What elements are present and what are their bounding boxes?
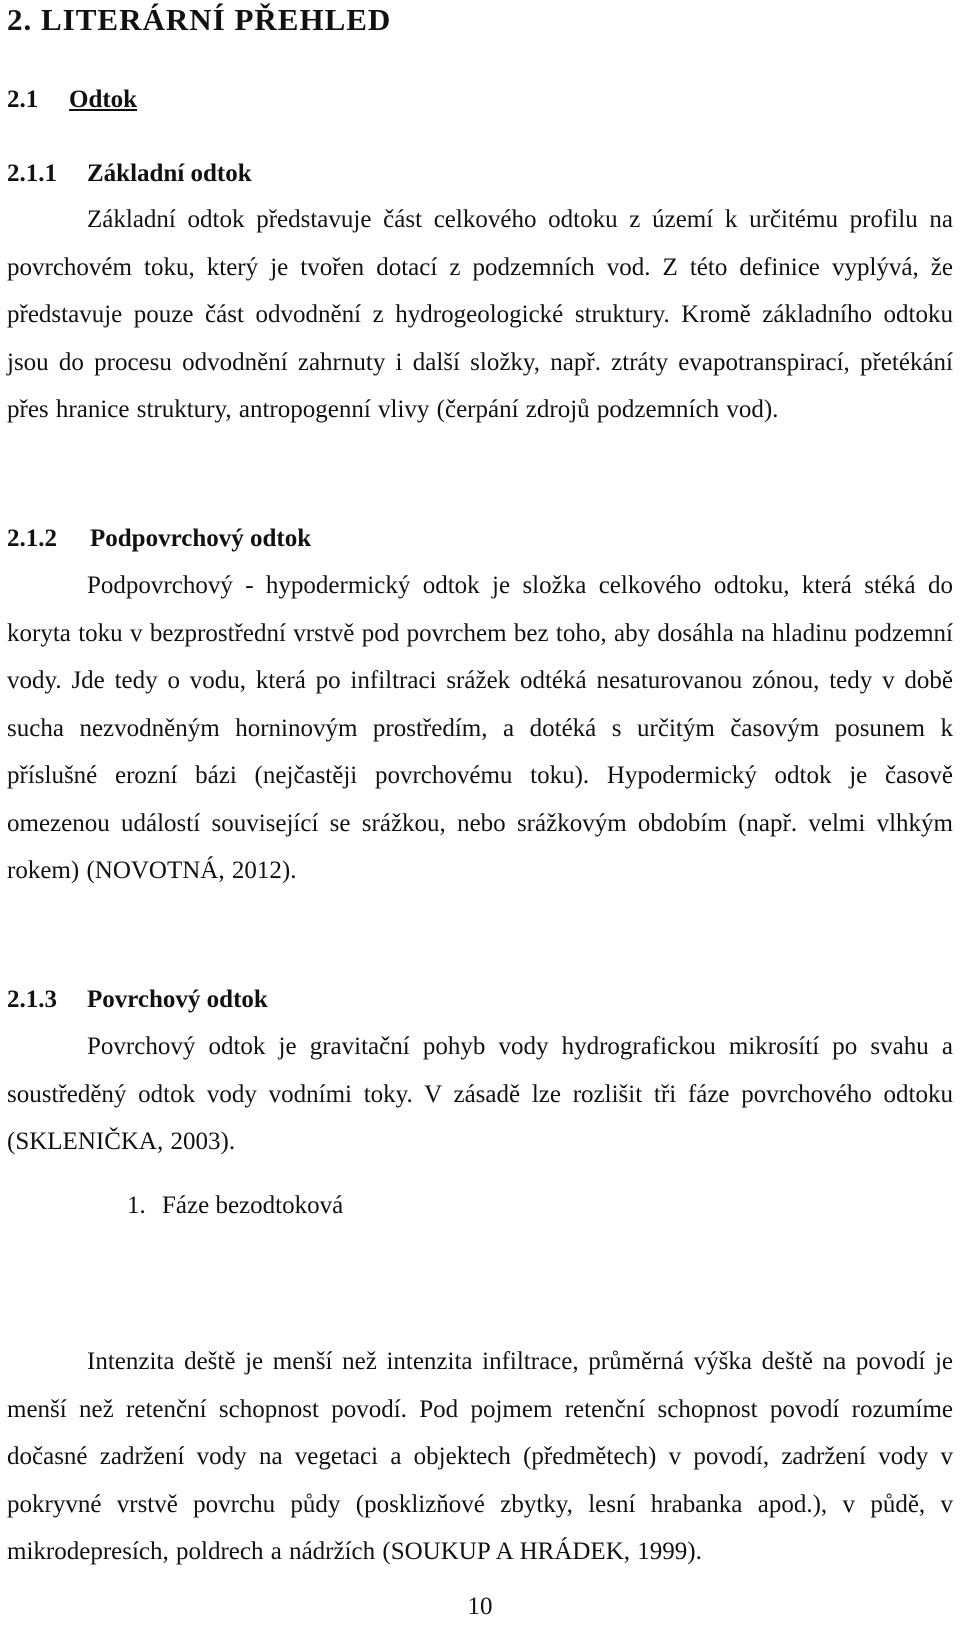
subsection-title: Povrchový odtok bbox=[87, 986, 268, 1013]
subsection-heading-subsurface-runoff bbox=[7, 523, 311, 555]
section-title: Odtok bbox=[69, 86, 138, 113]
subsection-number: 2.1.1 bbox=[7, 160, 57, 187]
paragraph-phase-description: Intenzita deště je menší než intenzita infiltrace, průměrná výška deště na povodí je menší než retenční schopnost povodí. Pod pojmem retenční schopnost povodí rozumíme dočasné zadržení vody na vegetaci a objektech (předmětech) v povodí, zadržení vody v pokryvné vrstvě povrchu půdy (posklizňové zbytky, lesní hrabanka apod.), v půdě, v mikrodepresích, poldrech a nádržích (SOUKUP A HRÁDEK, 1999). bbox=[7, 1348, 953, 1565]
page-number: 10 bbox=[467, 1593, 493, 1620]
subsection-heading-base-runoff bbox=[7, 158, 252, 190]
list-item-number: 1. bbox=[127, 1192, 146, 1219]
chapter-heading: 2. LITERÁRNÍ PŘEHLED bbox=[7, 2, 392, 37]
subsection-title: Základní odtok bbox=[87, 160, 252, 187]
subsection-title: Podpovrchový odtok bbox=[90, 525, 312, 552]
section-number: 2.1 bbox=[7, 86, 39, 113]
paragraph-subsurface-runoff: Podpovrchový - hypodermický odtok je složka celkového odtoku, která stéká do koryta toku v bezprostřední vrstvě pod povrchem bez toho, aby dosáhla na hladinu podzemní vody. Jde tedy o vodu, která po infiltraci srážek odtéká nesaturovanou zónou, tedy v době sucha nezvodněným horninovým prostředím, a dotéká s určitým časovým posunem k příslušné erozní bázi (nejčastěji povrchovému toku). Hypodermický odtok je časově omezenou událostí související se srážkou, nebo srážkovým obdobím (např. velmi vlhkým rokem) (NOVOTNÁ, 2012). bbox=[7, 572, 953, 884]
subsection-heading-surface-runoff bbox=[7, 984, 268, 1016]
paragraph-surface-runoff: Povrchový odtok je gravitační pohyb vody hydrografickou mikrosítí po svahu a soustředěný odtok vody vodními toky. V zásadě lze rozlišit tři fáze povrchového odtoku (SKLENIČKA, 2003). bbox=[7, 1033, 953, 1155]
list-item-label: Fáze bezodtoková bbox=[162, 1192, 344, 1219]
list-item-phase bbox=[127, 1190, 343, 1222]
paragraph-base-runoff: Základní odtok představuje část celkového odtoku z území k určitému profilu na povrchovém toku, který je tvořen dotací z podzemních vod. Z této definice vyplývá, že představuje pouze část odvodnění z hydrogeologické struktury. Kromě základního odtoku jsou do procesu odvodnění zahrnuty i další složky, např. ztráty evapotranspirací, přetékání přes hranice struktury, antropogenní vlivy (čerpání zdrojů podzemních vod). bbox=[7, 206, 953, 423]
section-heading bbox=[7, 84, 137, 116]
subsection-number: 2.1.3 bbox=[7, 986, 57, 1013]
subsection-number: 2.1.2 bbox=[7, 525, 57, 552]
